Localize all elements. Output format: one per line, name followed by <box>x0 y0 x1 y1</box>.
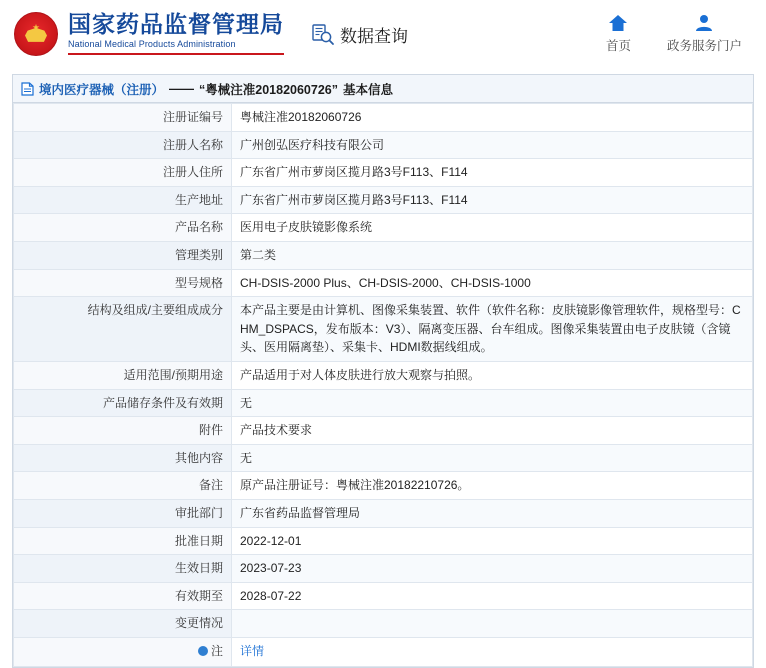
nav-item-portal[interactable] <box>667 14 742 54</box>
search-data-icon <box>312 23 334 45</box>
nav-item-home-label: 首页 <box>605 39 631 53</box>
panel-title-prefix: 境内医疗器械（注册） <box>39 82 165 97</box>
row-value: 第二类 <box>232 241 753 269</box>
table-row <box>14 269 753 297</box>
table-row <box>14 389 753 417</box>
row-value: 2022-12-01 <box>232 527 753 555</box>
row-label: 备注 <box>14 472 232 500</box>
info-bulb-icon <box>198 646 208 656</box>
table-body <box>14 104 753 667</box>
row-label: 批准日期 <box>14 527 232 555</box>
row-label: 有效期至 <box>14 582 232 610</box>
row-label: 结构及组成/主要组成成分 <box>14 297 232 362</box>
row-value: 广东省广州市萝岗区揽月路3号F113、F114 <box>232 159 753 187</box>
brand-name-en: National Medical Products Administration <box>68 38 236 49</box>
row-label: 注册证编号 <box>14 104 232 132</box>
table-row <box>14 104 753 132</box>
row-value: 产品技术要求 <box>232 417 753 445</box>
row-label: 其他内容 <box>14 444 232 472</box>
nav-item-home[interactable] <box>606 14 631 54</box>
table-row <box>14 159 753 187</box>
row-value: 无 <box>232 389 753 417</box>
row-value: 2023-07-23 <box>232 555 753 583</box>
table-row <box>14 472 753 500</box>
table-row <box>14 610 753 638</box>
registration-info-table <box>13 103 753 667</box>
table-row <box>14 131 753 159</box>
row-label: 附件 <box>14 417 232 445</box>
user-icon <box>694 14 714 32</box>
row-value: 产品适用于对人体皮肤进行放大观察与拍照。 <box>232 361 753 389</box>
panel-title-suffix: 基本信息 <box>343 82 394 97</box>
row-label: 生效日期 <box>14 555 232 583</box>
row-value <box>232 610 753 638</box>
table-row <box>14 361 753 389</box>
row-value: 广州创弘医疗科技有限公司 <box>232 131 753 159</box>
table-row <box>14 417 753 445</box>
row-label: 型号规格 <box>14 269 232 297</box>
document-icon <box>21 82 34 96</box>
row-value: 原产品注册证号：粤械注准20182210726。 <box>232 472 753 500</box>
table-row <box>14 297 753 362</box>
row-label: 生产地址 <box>14 186 232 214</box>
row-label: 适用范围/预期用途 <box>14 361 232 389</box>
table-row <box>14 555 753 583</box>
table-row-note <box>14 637 753 666</box>
row-label: 产品储存条件及有效期 <box>14 389 232 417</box>
row-value: 2028-07-22 <box>232 582 753 610</box>
brand-name-cn: 国家药品监督管理局 <box>68 11 284 38</box>
row-value: CH-DSIS-2000 Plus、CH-DSIS-2000、CH-DSIS-1000 <box>232 269 753 297</box>
site-header <box>0 0 766 68</box>
table-row <box>14 241 753 269</box>
row-value: 粤械注准20182060726 <box>232 104 753 132</box>
row-value: 广东省药品监督管理局 <box>232 499 753 527</box>
note-value-cell <box>232 637 753 666</box>
info-panel <box>12 74 754 668</box>
note-label: 注 <box>210 643 223 658</box>
note-label-cell <box>14 637 232 666</box>
panel-title <box>13 75 753 103</box>
module-title-label: 数据查询 <box>340 26 408 46</box>
row-label: 变更情况 <box>14 610 232 638</box>
row-value: 医用电子皮肤镜影像系统 <box>232 214 753 242</box>
panel-title-registration-number: “粤械注准20182060726” <box>199 82 338 97</box>
module-title <box>312 22 408 47</box>
note-detail-link[interactable]: 详情 <box>240 643 265 658</box>
row-value: 广东省广州市萝岗区揽月路3号F113、F114 <box>232 186 753 214</box>
row-label: 管理类别 <box>14 241 232 269</box>
brand-text <box>68 13 284 56</box>
row-label: 产品名称 <box>14 214 232 242</box>
table-row <box>14 499 753 527</box>
header-nav <box>606 14 748 54</box>
row-label: 注册人名称 <box>14 131 232 159</box>
home-icon <box>608 14 628 32</box>
table-row <box>14 186 753 214</box>
row-label: 注册人住所 <box>14 159 232 187</box>
nav-item-portal-label: 政务服务门户 <box>666 39 742 53</box>
brand-underline <box>68 53 284 55</box>
table-row <box>14 444 753 472</box>
table-row <box>14 527 753 555</box>
row-value: 本产品主要是由计算机、图像采集装置、软件（软件名称：皮肤镜影像管理软件，规格型号：CHM_DSPACS，发布版本：V3）、隔离变压器、台车组成。图像采集装置由电子皮肤镜（含镜头、医用隔离垫）、采集卡、HDMI数据线组成。 <box>232 297 753 362</box>
table-row <box>14 582 753 610</box>
panel-title-dash: —— <box>169 81 195 96</box>
row-label: 审批部门 <box>14 499 232 527</box>
national-emblem-icon <box>14 12 58 56</box>
table-row <box>14 214 753 242</box>
row-value: 无 <box>232 444 753 472</box>
brand-logo[interactable] <box>14 12 284 56</box>
